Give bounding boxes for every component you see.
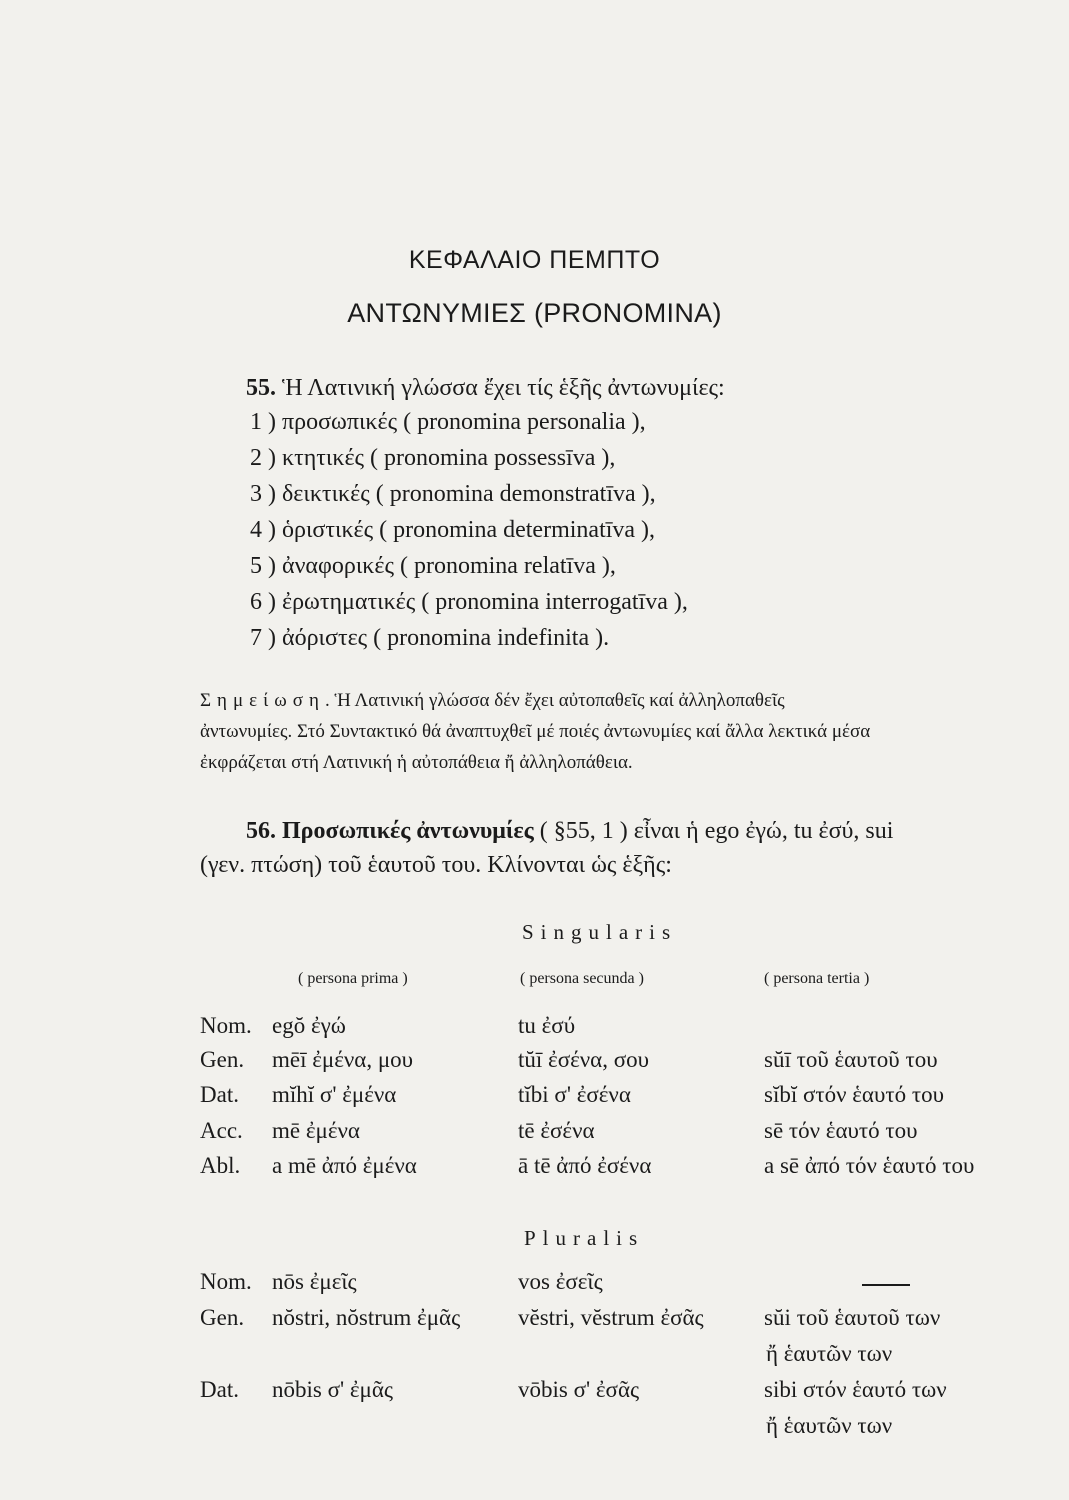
note-line-1: Σημείωση. Ἡ Λατινική γλώσσα δέν ἔχει αὐτοπαθεῖς καί ἀλληλοπαθεῖς	[200, 690, 785, 711]
case-label: Acc.	[200, 1118, 243, 1143]
singular-header: Singularis	[522, 920, 678, 944]
list-item: 6 ) ἐρωτηματικές ( pronomina interrogatīva ),	[250, 589, 688, 615]
table-cell: sĭbĭ στόν ἑαυτό του	[764, 1082, 944, 1107]
table-cell: mĭhĭ σ' ἐμένα	[272, 1082, 397, 1107]
case-label: Abl.	[200, 1153, 241, 1178]
section-56-line-2: (γεν. πτώση) τοῦ ἑαυτοῦ του. Κλίνονται ὡς ἑξῆς:	[200, 852, 672, 878]
note-line-3: ἐκφράζεται στή Λατινική ἡ αὐτοπάθεια ἤ ἀλληλοπάθεια.	[200, 752, 633, 773]
table-cell: sibi στόν ἑαυτό των	[764, 1377, 947, 1402]
case-label: Dat.	[200, 1377, 239, 1402]
empty-cell-dash	[862, 1284, 910, 1286]
section-56-number: 56.	[246, 818, 276, 844]
table-cell: ἤ ἑαυτῶν των	[766, 1413, 893, 1438]
list-item: 5 ) ἀναφορικές ( pronomina relatīva ),	[250, 553, 616, 579]
list-item: 3 ) δεικτικές ( pronomina demonstratīva ),	[250, 481, 656, 507]
section-55-intro	[246, 375, 725, 402]
list-item: 4 ) ὁριστικές ( pronomina determinatīva ),	[250, 517, 656, 543]
case-label: Nom.	[200, 1013, 252, 1038]
table-cell: sē τόν ἑαυτό του	[764, 1118, 918, 1143]
table-cell: tē ἐσένα	[518, 1118, 595, 1143]
table-cell: tŭī ἐσένα, σου	[518, 1047, 649, 1072]
chapter-heading: ΚΕΦΑΛΑΙΟ ΠΕΜΠΤΟ	[408, 246, 661, 274]
section-56-intro: 56. Προσωπικές ἀντωνυμίες ( §55, 1 ) εἶναι ἡ ego ἐγώ, tu ἐσύ, sui	[246, 818, 894, 844]
table-cell: ā tē ἀπό ἐσένα	[518, 1153, 652, 1178]
person-label: ( persona prima )	[298, 970, 408, 987]
table-cell: nōs ἐμεῖς	[272, 1269, 357, 1294]
note-label: Σημείωση	[200, 690, 325, 711]
table-cell: nŏstri, nŏstrum ἐμᾶς	[272, 1305, 461, 1330]
section-55-text: Ἡ Λατινική γλώσσα ἔχει τίς ἑξῆς ἀντωνυμίες:	[276, 375, 725, 401]
person-label: ( persona tertia )	[764, 970, 870, 987]
case-label: Nom.	[200, 1269, 252, 1294]
list-item: 2 ) κτητικές ( pronomina possessīva ),	[250, 445, 616, 471]
table-cell: sŭi τοῦ ἑαυτοῦ των	[764, 1305, 941, 1330]
table-cell: ἤ ἑαυτῶν των	[766, 1341, 893, 1366]
plural-header: Pluralis	[524, 1226, 645, 1250]
table-cell: tu ἐσύ	[518, 1013, 576, 1038]
table-cell: egŏ ἐγώ	[272, 1013, 346, 1038]
table-cell: vĕstri, vĕstrum ἐσᾶς	[518, 1305, 704, 1330]
table-cell: vōbis σ' ἐσᾶς	[518, 1377, 640, 1402]
table-cell: tĭbi σ' ἐσένα	[518, 1082, 631, 1107]
table-cell: mē ἐμένα	[272, 1118, 360, 1143]
case-label: Dat.	[200, 1082, 239, 1107]
chapter-title: ΑΝΤΩΝΥΜΙΕΣ (PRONOMINA)	[347, 298, 722, 328]
list-item: 7 ) ἀόριστες ( pronomina indefinita ).	[250, 625, 610, 651]
table-cell: nōbis σ' ἐμᾶς	[272, 1377, 394, 1402]
note-line-2: ἀντωνυμίες. Στό Συντακτικό θά ἀναπτυχθεῖ μέ ποιές ἀντωνυμίες καί ἄλλα λεκτικά μέσα	[200, 721, 871, 742]
table-cell: vos ἐσεῖς	[518, 1269, 603, 1294]
table-cell: a sē ἀπό τόν ἑαυτό του	[764, 1153, 975, 1178]
table-cell: a mē ἀπό ἐμένα	[272, 1153, 417, 1178]
case-label: Gen.	[200, 1047, 245, 1072]
table-cell: sŭī τοῦ ἑαυτοῦ του	[764, 1047, 938, 1072]
case-label: Gen.	[200, 1305, 245, 1330]
section-56-heading: Προσωπικές ἀντωνυμίες	[276, 818, 534, 844]
table-cell: mēī ἐμένα, μου	[272, 1047, 414, 1072]
list-item: 1 ) προσωπικές ( pronomina personalia ),	[250, 409, 646, 435]
section-55-number: 55.	[246, 375, 276, 401]
person-label: ( persona secunda )	[520, 970, 644, 987]
